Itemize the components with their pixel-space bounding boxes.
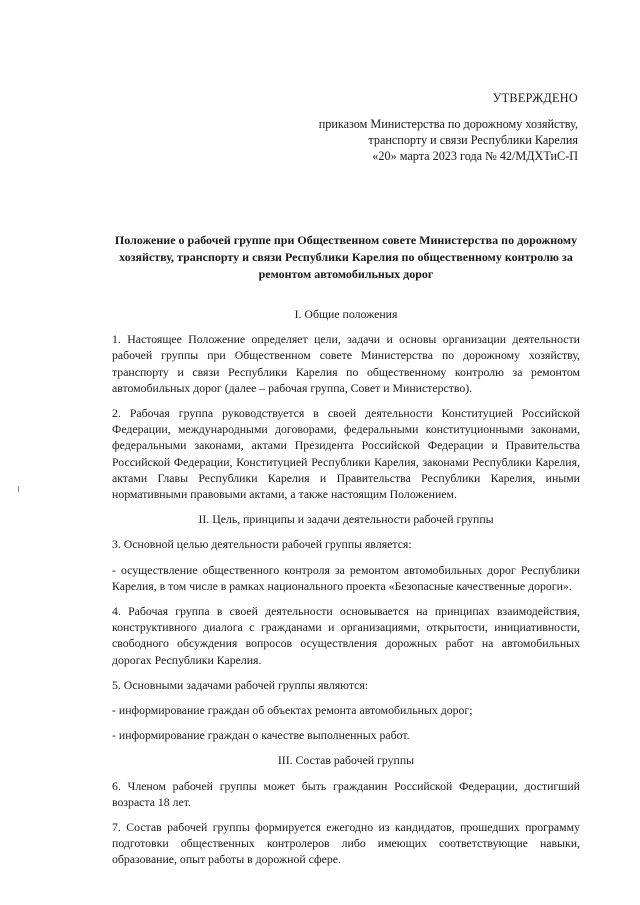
paragraph-3-item: - осуществление общественного контроля за ремонтом автомобильных дорог Республики Карелия, в том числе в рамках национального проекта «Безопасные качественные дороги». — [112, 562, 580, 593]
approval-stamp-title: УТВЕРЖДЕНО — [492, 91, 578, 105]
paragraph-5-item-1: - информирование граждан об объектах ремонта автомобильных дорог; — [112, 703, 473, 718]
document-title: Положение о рабочей группе при Общественном совете Министерства по дорожному хозяйству, транспорту и связи Республики Карелия по общественному контролю за ремонтом автомобильных дорог — [114, 233, 578, 281]
margin-mark — [18, 486, 19, 492]
paragraph-5: 5. Основными задачами рабочей группы являются: — [112, 677, 369, 692]
approval-line-1: приказом Министерства по дорожному хозяйству, — [318, 117, 578, 131]
paragraph-1: 1. Настоящее Положение определяет цели, задачи и основы организации деятельности рабочей группы при Общественном совете Министерства по дорожному хозяйству, транспорту и связи Республики Карелия по общественному контролю за ремонтом автомобильных дорог (далее – рабочая группа, Совет и Министерство). — [112, 332, 580, 395]
section-1-heading: I. Общие положения — [294, 307, 398, 321]
paragraph-2: 2. Рабочая группа руководствуется в своей деятельности Конституцией Российской Федерации, международными договорами, федеральными конституционными законами, федеральными законами, актами Президента Российской Федерации и Правительства Российской Федерации, Конституцией Республики Карелия, законами Республики Карелия, актами Главы Республики Карелия и Правительства Республики Карелия, иными нормативными правовыми актами, а также настоящим Положением. — [112, 406, 580, 502]
section-2-heading: II. Цель, принципы и задачи деятельности рабочей группы — [198, 512, 494, 527]
approval-line-3: «20» марта 2023 года № 42/МДХТиС-П — [372, 149, 578, 163]
section-3-heading: III. Состав рабочей группы — [277, 753, 415, 768]
paragraph-6: 6. Членом рабочей группы может быть гражданин Российской Федерации, достигший возраста 18 лет. — [112, 778, 580, 809]
document-body — [112, 306, 580, 868]
approval-line-2: транспорту и связи Республики Карелия — [368, 133, 578, 147]
paragraph-4: 4. Рабочая группа в своей деятельности основывается на принципах взаимодействия, конструктивного диалога с гражданами и организациями, открытости, инициативности, свободного обсуждения вопросов осуществления дорожных работ на автомобильных дорогах Республики Карелия. — [112, 604, 580, 667]
paragraph-5-item-2: - информирование граждан о качестве выполненных работ. — [112, 728, 410, 743]
paragraph-3: 3. Основной целью деятельности рабочей группы является: — [112, 537, 412, 552]
paragraph-7: 7. Состав рабочей группы формируется ежегодно из кандидатов, прошедших программу подготовки общественных контролеров либо имеющих соответствующие навыки, образование, опыт работы в дорожной сфере. — [112, 820, 580, 867]
approval-block — [319, 90, 578, 164]
